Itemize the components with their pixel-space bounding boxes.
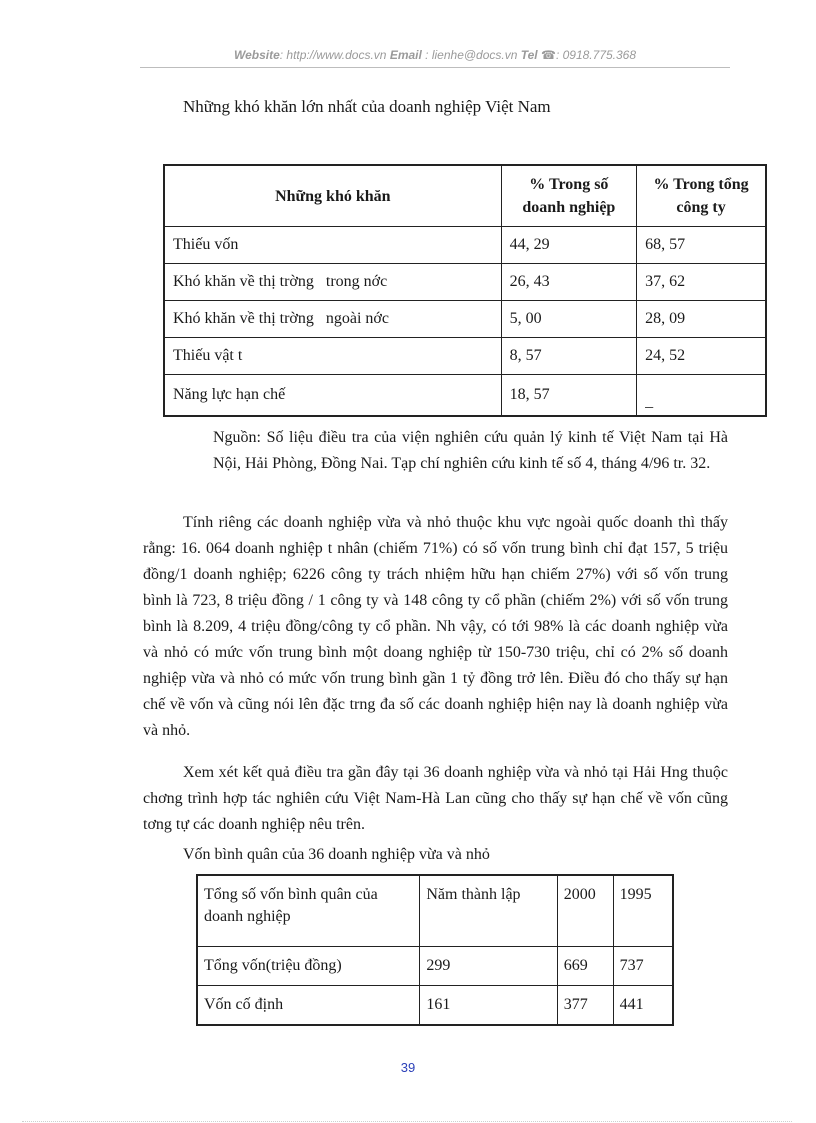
table-cell: 441 bbox=[613, 986, 673, 1026]
table-row bbox=[197, 986, 673, 1026]
table-row bbox=[164, 338, 766, 375]
header-cell: % Trong số doanh nghiệp bbox=[501, 165, 636, 227]
table-cell: 26, 43 bbox=[501, 264, 636, 301]
capital-table bbox=[196, 874, 674, 1026]
body-paragraph: Tính riêng các doanh nghiệp vừa và nhỏ thuộc khu vực ngoài quốc doanh thì thấy rằng: 16. 064 doanh nghiệp t nhân (chiếm 71%) có số vốn trung bình chỉ đạt 157, 5 triệu đồng/1 doanh nghiệp; 6226 công ty trách nhiệm hữu hạn chiếm 27%) với số vốn trung bình là 723, 8 triệu đồng / 1 công ty và 148 công ty cổ phần (chiếm 2%) với số vốn trung bình là 8.209, 4 triệu đồng/công ty cổ phần. Nh vậy, có tới 98% là các doanh nghiệp vừa và nhỏ có mức vốn trung bình một doang nghiệp từ 150-730 triệu, chỉ có 2% số doanh nghiệp vừa và nhỏ có mức vốn trung bình gần 1 tỷ đồng trở lên. Điều đó cho thấy sự hạn chế về vốn và cũng nói lên đặc trng đa số các doanh nghiệp hiện nay là doanh nghiệp vừa và nhỏ. bbox=[143, 514, 728, 739]
header-cell: 2000 bbox=[557, 875, 613, 947]
table-row bbox=[197, 947, 673, 986]
table-cell: 669 bbox=[557, 947, 613, 986]
table1-source-note: Nguồn: Số liệu điều tra của viện nghiên cứu quản lý kinh tế Việt Nam tại Hà Nội, Hải Phòng, Đồng Nai. Tạp chí nghiên cứu kinh tế số 4, tháng 4/96 tr. 32. bbox=[213, 429, 728, 472]
page-header bbox=[140, 48, 730, 62]
table-cell: 37, 62 bbox=[637, 264, 766, 301]
header-cell: 1995 bbox=[613, 875, 673, 947]
table-cell: 299 bbox=[420, 947, 557, 986]
header-cell: Năm thành lập bbox=[420, 875, 557, 947]
table-cell: Vốn cố định bbox=[197, 986, 420, 1026]
table-cell: 377 bbox=[557, 986, 613, 1026]
website-value: : http://www.docs.vn bbox=[279, 48, 387, 62]
difficulties-table bbox=[163, 164, 767, 417]
email-value: : lienhe@docs.vn bbox=[425, 48, 518, 62]
table-cell: 68, 57 bbox=[637, 227, 766, 264]
table-cell: _ bbox=[637, 375, 766, 417]
table-cell: Tổng vốn(triệu đồng) bbox=[197, 947, 420, 986]
header-divider bbox=[140, 67, 730, 68]
table-row bbox=[164, 227, 766, 264]
table-row bbox=[164, 375, 766, 417]
table-cell: 28, 09 bbox=[637, 301, 766, 338]
tel-value: ☎: 0918.775.368 bbox=[541, 48, 637, 62]
page-number: 39 bbox=[400, 1060, 416, 1075]
table-cell: 18, 57 bbox=[501, 375, 636, 417]
table1-title: Những khó khăn lớn nhất của doanh nghiệp Việt Nam bbox=[183, 97, 551, 116]
email-label: Email bbox=[389, 48, 422, 62]
table-cell: 44, 29 bbox=[501, 227, 636, 264]
table2-title: Vốn bình quân của 36 doanh nghiệp vừa và nhỏ bbox=[183, 846, 490, 863]
table-cell: 5, 00 bbox=[501, 301, 636, 338]
header-cell: Tổng số vốn bình quân của doanh nghiệp bbox=[197, 875, 420, 947]
table-cell: 737 bbox=[613, 947, 673, 986]
table-header-row bbox=[197, 875, 673, 947]
table-cell: Thiếu vật t bbox=[164, 338, 501, 375]
table-cell: Khó khăn về thị trờng trong nớc bbox=[164, 264, 501, 301]
table-cell: Thiếu vốn bbox=[164, 227, 501, 264]
table-cell: Năng lực hạn chế bbox=[164, 375, 501, 417]
table-row bbox=[164, 301, 766, 338]
table-cell: 24, 52 bbox=[637, 338, 766, 375]
table-cell: Khó khăn về thị trờng ngoài nớc bbox=[164, 301, 501, 338]
table-cell: 8, 57 bbox=[501, 338, 636, 375]
body-paragraph: Xem xét kết quả điều tra gần đây tại 36 doanh nghiệp vừa và nhỏ tại Hải Hng thuộc chơng trình hợp tác nghiên cứu Việt Nam-Hà Lan cũng cho thấy sự hạn chế về vốn cũng tơng tự các doanh nghiệp nêu trên. bbox=[143, 764, 728, 833]
tel-label: Tel bbox=[520, 48, 538, 62]
table-header-row bbox=[164, 165, 766, 227]
footer-divider bbox=[22, 1121, 792, 1122]
header-cell: % Trong tổng công ty bbox=[637, 165, 766, 227]
website-label: Website bbox=[233, 48, 280, 62]
header-cell: Những khó khăn bbox=[164, 165, 501, 227]
table-cell: 161 bbox=[420, 986, 557, 1026]
table-row bbox=[164, 264, 766, 301]
